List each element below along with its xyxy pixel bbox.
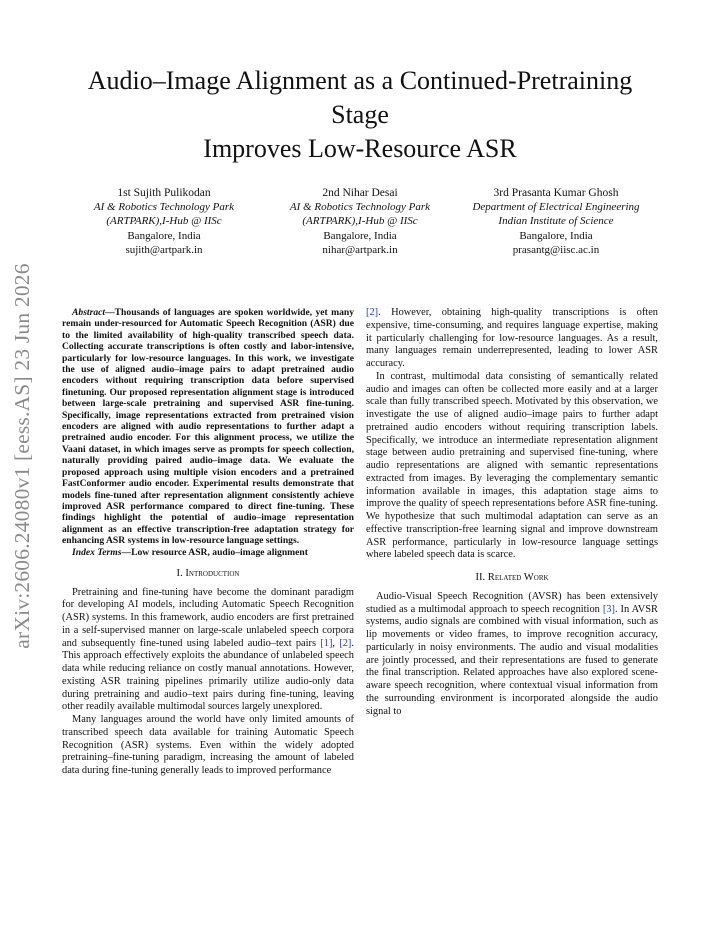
author-2-email: nihar@artpark.in	[322, 243, 398, 256]
intro-p2-text: Many languages around the world have only limited amounts of transcribed speech data available for training Automatic Speech Recognition (ASR) systems. Even within the widely adopted pretraining–fine-tuning paradigm, increasing the amount of labeled data during fine-tuning generally leads to improved performance	[62, 714, 354, 777]
section-heading-related-work: II. Related Work	[475, 572, 549, 583]
intro-p2-text-b: . However, obtaining high-quality transcriptions is often expensive, time-consuming, and requires language expertise, making it particularly challenging for low-resource languages. As a result, many languages remain underrepresented, leading to lower ASR accuracy.	[366, 307, 658, 369]
title-line-2: Stage	[331, 100, 389, 129]
index-terms-label: Index Terms	[72, 546, 122, 558]
title-line-3: Improves Low-Resource ASR	[203, 134, 517, 163]
index-terms-text: —Low resource ASR, audio–image alignment	[121, 546, 308, 558]
abstract-label: Abstract	[72, 307, 106, 318]
citation-link[interactable]: [3]	[602, 603, 615, 615]
abstract-text: —Thousands of languages are spoken worldwide, yet many remain under-resourced for Automatic Speech Recognition (ASR) due to the limited availability of high-quality transcribed speech data. Collecting accurate transcriptions is often costly and labor-intensive, particularly for low-resource languages. In this work, we investigate the use of aligned audio–image pairs to adapt pretrained audio encoders without requiring transcription data before supervised finetuning. Our proposed representation alignment stage is introduced between large-scale pretraining and supervised ASR fine-tuning. Specifically, image representations extracted from pretrained vision encoders are aligned with audio representations to further adapt a pretrained audio encoder. For this alignment process, we utilize the Vaani dataset, in which images serve as prompts for speech collection, naturally providing paired audio–image data. We evaluate the proposed approach using multiple vision encoders and a pretrained FastConformer audio encoder. Experimental results demonstrate that models fine-tuned after representation alignment consistently achieve improved ASR performance compared to direct fine-tuning. These findings highlight the potential of audio–image representation alignment as an effective transcription-free adaptation strategy for enhancing ASR systems in low-resource language settings.	[62, 307, 354, 547]
intro-paragraph-2-cont	[366, 307, 658, 371]
related-p1-text-b: . In AVSR systems, audio signals are combined with visual information, such as lip movements or video frames, to improve recognition accuracy, particularly in noisy environments. The audio and visual modalities are jointly processed, and their representations are fused to generate the final transcription. Related approaches have also explored scene-aware speech recognition, where contextual visual information from the surrounding environment is incorporated alongside the audio signal to	[366, 603, 658, 717]
citation-link[interactable]: [2]	[339, 637, 352, 649]
intro-paragraph-3: In contrast, multimodal data consisting of semantically related audio and images can often be collected more easily and at a larger scale than fully transcribed speech. Motivated by this observation, we investigate the use of aligned audio–image pairs to further adapt pretrained audio encoders without requiring transcription labels. Specifically, we introduce an intermediate representation alignment stage between audio pretraining and supervised fine-tuning, where audio representations are aligned with semantic representations extracted from images. By leveraging the complementary semantic information available in images, this adaptation stage aims to improve the quality of speech representations before ASR fine-tuning. We hypothesize that such multimodal adaptation can serve as an effective transcription-free learning signal and improve downstream ASR performance, particularly in low-resource language settings where labeled speech data is scarce.	[366, 370, 658, 561]
title-line-1: Audio–Image Alignment as a Continued-Pretraining	[87, 66, 633, 95]
abstract	[62, 307, 354, 547]
author-3-rank: 3rd	[493, 187, 509, 199]
author-3	[462, 186, 650, 257]
author-1-affiliation: AI & Robotics Technology Park	[93, 201, 235, 214]
author-1	[70, 186, 258, 257]
intro-paragraph-1	[62, 587, 354, 715]
intro-p1-text-a: Pretraining and fine-tuning have become the dominant paradigm for developing AI models, including Automatic Speech Recognition (ASR) systems. In this framework, audio encoders are first pretrained in a self-supervised manner on large-scale unlabeled speech corpora and subsequently fine-tuned using labeled audio–text pairs	[62, 586, 354, 649]
author-1-rank: 1st	[117, 187, 131, 199]
author-2-name	[266, 186, 454, 200]
citation-separator: ,	[332, 637, 340, 649]
author-2-name-text: Nihar Desai	[342, 187, 398, 199]
author-2	[266, 186, 454, 257]
author-3-name	[462, 186, 650, 200]
author-3-email: prasantg@iisc.ac.in	[512, 243, 600, 256]
author-3-affiliation: Department of Electrical Engineering	[472, 201, 640, 214]
author-block	[70, 186, 650, 257]
author-2-affiliation-2: (ARTPARK),I-Hub @ IISc	[302, 215, 418, 228]
author-2-rank: 2nd	[322, 187, 340, 199]
author-3-city: Bangalore, India	[519, 229, 593, 242]
author-1-name-text: Sujith Pulikodan	[133, 187, 211, 199]
author-3-name-text: Prasanta Kumar Ghosh	[511, 187, 619, 199]
section-heading-introduction: I. Introduction	[176, 567, 240, 579]
author-1-city: Bangalore, India	[127, 229, 201, 242]
author-2-affiliation: AI & Robotics Technology Park	[289, 201, 431, 214]
author-1-affiliation-2: (ARTPARK),I-Hub @ IISc	[106, 215, 222, 228]
citation-link[interactable]: [2]	[366, 307, 379, 318]
citation-link[interactable]: [1]	[320, 637, 333, 649]
intro-paragraph-2-start	[62, 714, 354, 778]
intro-p1-text-b: . This approach effectively exploits the abundance of unlabeled speech data while reducing reliance on costly manual annotations. However, existing ASR training pipelines primarily utilize audio-only data during pretraining and audio–text pairs during fine-tuning, leaving other readily available multimodal sources largely unexplored.	[62, 637, 355, 713]
related-p1-text-a: Audio-Visual Speech Recognition (AVSR) has been extensively studied as a multimodal approach to speech recognition	[366, 590, 658, 615]
related-paragraph-1	[366, 591, 658, 719]
index-terms	[62, 547, 354, 558]
left-column	[62, 307, 354, 778]
author-1-name	[70, 186, 258, 200]
author-2-city: Bangalore, India	[323, 229, 397, 242]
author-3-affiliation-2: Indian Institute of Science	[498, 215, 614, 228]
right-column	[366, 307, 658, 718]
author-1-email: sujith@artpark.in	[125, 243, 203, 256]
paper-title	[40, 64, 680, 166]
arxiv-identifier: arXiv:2606.24080v1 [eess.AS] 23 Jun 2026	[10, 263, 34, 649]
